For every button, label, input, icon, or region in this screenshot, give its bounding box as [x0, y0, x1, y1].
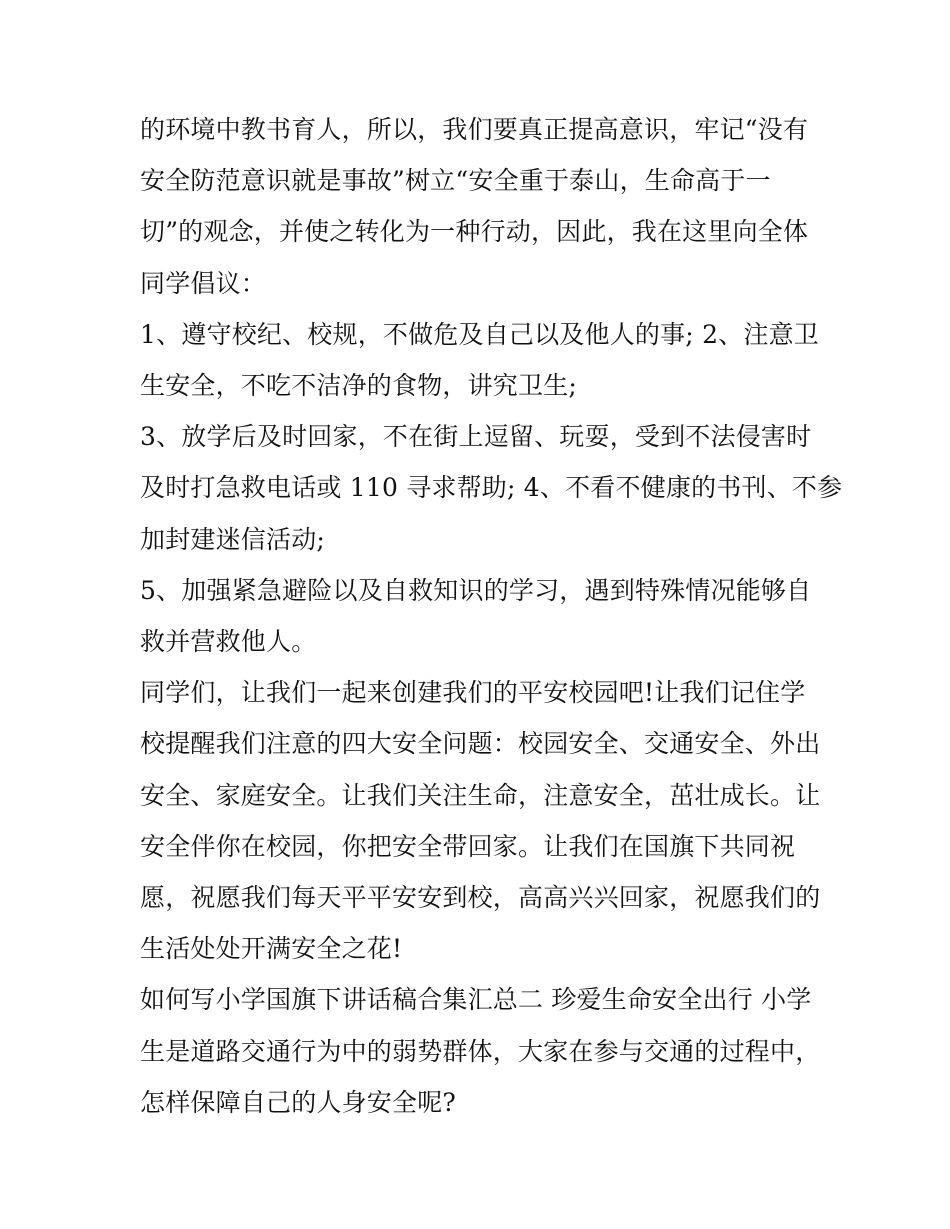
text-line: 同学们，让我们一起来创建我们的平安校园吧!让我们记住学 — [140, 678, 806, 708]
text-line: 的环境中教书育人，所以，我们要真正提高意识，牢记“没有 — [140, 115, 809, 144]
text-line: 5、加强紧急避险以及自救知识的学习，遇到特殊情况能够自 — [140, 575, 812, 605]
text-line: 切”的观念，并使之转化为一种行动，因此，我在这里向全体 — [140, 217, 809, 247]
text-line: 安全伴你在校园，你把安全带回家。让我们在国旗下共同祝 — [140, 831, 796, 861]
text-line: 救并营救他人。 — [140, 627, 317, 657]
text-line: 如何写小学国旗下讲话稿合集汇总二 珍爱生命安全出行 小学 — [140, 985, 812, 1015]
text-line: 1、遵守校纪、校规，不做危及自己以及他人的事; 2、注意卫 — [140, 319, 819, 349]
text-line: 校提醒我们注意的四大安全问题：校园安全、交通安全、外出 — [140, 729, 821, 759]
text-line: 及时打急救电话或 110 寻求帮助; 4、不看不健康的书刊、不参 — [140, 473, 843, 503]
text-line: 怎样保障自己的人身安全呢? — [140, 1087, 457, 1117]
document-body — [140, 104, 843, 1128]
text-line: 生安全，不吃不洁净的食物，讲究卫生; — [140, 371, 578, 401]
text-line: 同学倡议： — [140, 268, 267, 298]
text-line: 生活处处开满安全之花! — [140, 934, 403, 964]
text-line: 安全防范意识就是事故”树立“安全重于泰山，生命高于一 — [140, 166, 771, 196]
text-line: 愿，祝愿我们每天平平安安到校，高高兴兴回家，祝愿我们的 — [140, 883, 821, 913]
text-line: 加封建迷信活动; — [140, 524, 326, 554]
text-line: 安全、家庭安全。让我们关注生命，注意安全，茁壮成长。让 — [140, 780, 821, 810]
text-line: 3、放学后及时回家，不在街上逗留、玩耍，受到不法侵害时 — [140, 422, 812, 452]
text-line: 生是道路交通行为中的弱势群体，大家在参与交通的过程中， — [140, 1036, 821, 1066]
